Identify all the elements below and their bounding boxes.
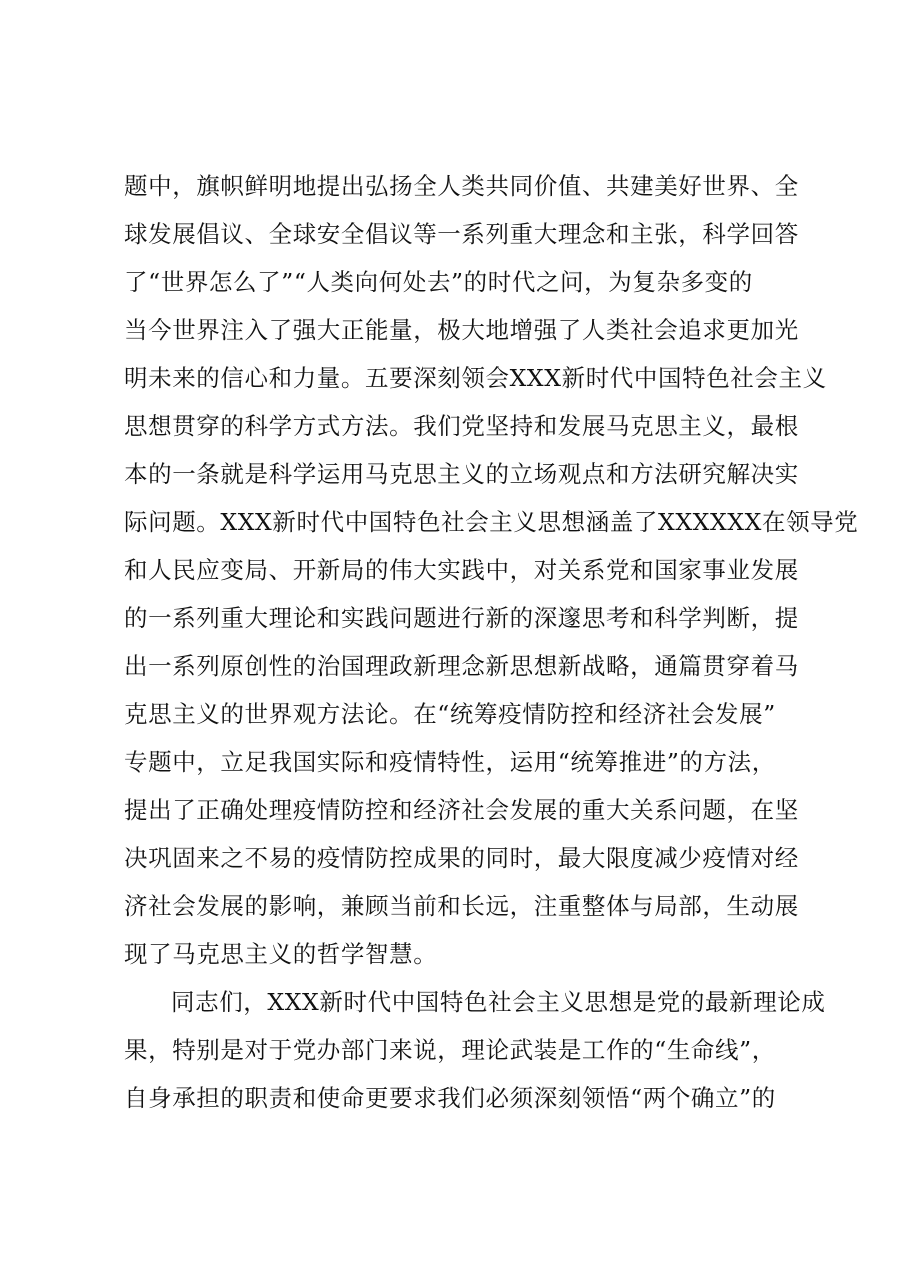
text-line: 思想贯穿的科学方式方法。我们党坚持和发展马克思主义，最根 <box>124 412 799 440</box>
text-line: 和人民应变局、开新局的伟大实践中，对关系党和国家事业发展 <box>124 556 799 584</box>
text-line: 出一系列原创性的治国理政新理念新思想新战略，通篇贯穿着马 <box>124 652 799 680</box>
text-line: 果，特别是对于党办部门来说，理论武装是工作的“生命线”， <box>124 1036 776 1064</box>
text-line: 际问题。XXX新时代中国特色社会主义思想涵盖了XXXXXX在领导党 <box>124 508 859 536</box>
text-line: 现了马克思主义的哲学智慧。 <box>124 940 438 968</box>
text-line: 了“世界怎么了”“人类向何处去”的时代之问，为复杂多变的 <box>124 268 753 296</box>
text-line: 提出了正确处理疫情防控和经济社会发展的重大关系问题，在坚 <box>124 796 799 824</box>
text-line: 的一系列重大理论和实践问题进行新的深邃思考和科学判断，提 <box>124 604 799 632</box>
text-line: 本的一条就是科学运用马克思主义的立场观点和方法研究解决实 <box>124 460 799 488</box>
text-line: 济社会发展的影响，兼顾当前和长远，注重整体与局部，生动展 <box>124 892 799 920</box>
text-line: 专题中，立足我国实际和疫情特性，运用“统筹推进”的方法， <box>124 748 776 776</box>
text-line: 决巩固来之不易的疫情防控成果的同时，最大限度减少疫情对经 <box>124 844 799 872</box>
text-line: 题中，旗帜鲜明地提出弘扬全人类共同价值、共建美好世界、全 <box>124 172 799 200</box>
text-line: 克思主义的世界观方法论。在“统筹疫情防控和经济社会发展” <box>124 700 776 728</box>
text-line: 球发展倡议、全球安全倡议等一系列重大理念和主张，科学回答 <box>124 220 799 248</box>
text-line: 明未来的信心和力量。五要深刻领会XXX新时代中国特色社会主义 <box>124 364 827 392</box>
paragraph-first-line: 同志们，XXX新时代中国特色社会主义思想是党的最新理论成 <box>171 988 826 1016</box>
text-line: 当今世界注入了强大正能量，极大地增强了人类社会追求更加光 <box>124 316 799 344</box>
text-line: 自身承担的职责和使命更要求我们必须深刻领悟“两个确立”的 <box>124 1084 776 1112</box>
